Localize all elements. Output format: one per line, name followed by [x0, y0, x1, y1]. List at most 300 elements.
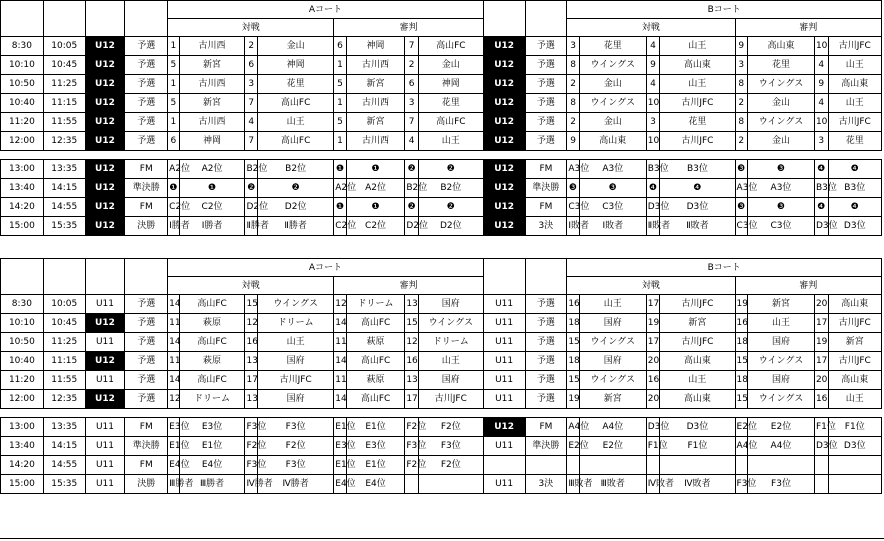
spacer-cell: [525, 409, 567, 418]
ref-a-num: 5: [334, 75, 347, 94]
ref-a-num: ❶: [334, 198, 347, 217]
spacer-cell: [814, 151, 828, 160]
team-a-num: 14: [168, 371, 179, 390]
category-badge: U11: [483, 352, 525, 371]
category-badge: U12: [85, 217, 125, 236]
ref-b-num: 17: [814, 352, 828, 371]
ref-a-name: ❸: [748, 160, 815, 179]
round-label: 予選: [525, 37, 567, 56]
team-b-num: D2位: [245, 198, 258, 217]
team-b-num: F2位: [245, 437, 258, 456]
ref-b-num: 4: [814, 94, 828, 113]
team-b-num: Ⅳ勝者: [245, 475, 258, 494]
team-b-num: D3位: [646, 418, 660, 437]
start-time: 13:00: [1, 160, 44, 179]
team-a-name: C2位: [179, 198, 245, 217]
end-time: 15:35: [43, 475, 85, 494]
team-a-num: 18: [567, 314, 580, 333]
ref-a-num: 5: [334, 113, 347, 132]
team-a-name: 高山東: [579, 132, 646, 151]
section-gap: [1, 236, 882, 259]
ref-a-name: ウイングス: [748, 352, 815, 371]
start-time: 15:00: [1, 217, 44, 236]
court-b-title: Bコート: [567, 1, 882, 19]
ref-b-num: 20: [814, 371, 828, 390]
team-a-name: 新宮: [579, 390, 646, 409]
team-b-name: 高山東: [660, 352, 735, 371]
ref-b-num: D2位: [405, 217, 419, 236]
ref-b-num: [814, 456, 828, 475]
team-b-num: ❷: [245, 179, 258, 198]
match-row: [1, 295, 882, 314]
ref-a-name: 萩原: [346, 333, 405, 352]
category-badge: U11: [483, 314, 525, 333]
ref-a-num: E4位: [334, 475, 347, 494]
category-badge: U12: [483, 179, 525, 198]
category-badge: U12: [85, 94, 125, 113]
team-a-num: 5: [168, 56, 179, 75]
ref-b-name: 山王: [418, 352, 483, 371]
team-a-name: 金山: [579, 75, 646, 94]
spacer-cell: [418, 151, 483, 160]
round-label: 決勝: [125, 475, 168, 494]
team-a-num: Ⅰ敗者: [567, 217, 580, 236]
match-label: 対戦: [567, 277, 735, 295]
start-time: 10:40: [1, 352, 44, 371]
ref-a-num: 16: [735, 314, 748, 333]
team-a-name: 新宮: [179, 56, 245, 75]
category-badge: U12: [483, 132, 525, 151]
team-b-name: D2位: [258, 198, 334, 217]
match-row: [1, 37, 882, 56]
start-time: 13:00: [1, 418, 44, 437]
team-b-num: 20: [646, 352, 660, 371]
category-badge: U12: [85, 179, 125, 198]
round-label: 予選: [125, 113, 168, 132]
round-label: FM: [525, 160, 567, 179]
round-label: 予選: [125, 295, 168, 314]
category-badge: U12: [85, 314, 125, 333]
start-time: 14:20: [1, 198, 44, 217]
category-badge: U11: [85, 475, 125, 494]
match-row: [1, 314, 882, 333]
match-row: [1, 333, 882, 352]
team-a-name: ❶: [179, 179, 245, 198]
team-a-name: ❸: [579, 179, 646, 198]
end-time: 13:35: [43, 418, 85, 437]
spacer-cell: [168, 151, 179, 160]
blank-cell: [1, 259, 44, 295]
team-a-num: [567, 456, 580, 475]
spacer-cell: [828, 409, 881, 418]
team-b-num: [646, 456, 660, 475]
round-label: [525, 456, 567, 475]
ref-b-num: 3: [405, 94, 419, 113]
ref-b-name: ドリーム: [418, 333, 483, 352]
ref-b-name: 古川JFC: [828, 37, 881, 56]
category-badge: U12: [483, 37, 525, 56]
spacer-cell: [748, 409, 815, 418]
team-a-num: Ⅰ勝者: [168, 217, 179, 236]
team-b-num: F3位: [245, 418, 258, 437]
team-b-name: 高山東: [660, 56, 735, 75]
spacer-cell: [1, 409, 44, 418]
team-b-num: Ⅱ敗者: [646, 217, 660, 236]
team-b-num: 15: [245, 295, 258, 314]
blank-cell: [525, 259, 567, 295]
spacer-cell: [125, 409, 168, 418]
ref-a-name: 新宮: [346, 75, 405, 94]
ref-b-name: 金山: [418, 56, 483, 75]
team-a-name: ウイングス: [579, 94, 646, 113]
team-a-num: ❸: [567, 179, 580, 198]
round-label: 予選: [125, 94, 168, 113]
category-badge: U12: [85, 132, 125, 151]
team-a-name: 古川西: [179, 37, 245, 56]
round-label: 予選: [125, 56, 168, 75]
court-a-title: Aコート: [168, 259, 484, 277]
round-label: 準決勝: [525, 179, 567, 198]
ref-b-name: D3位: [828, 217, 881, 236]
ref-b-num: 3: [814, 132, 828, 151]
ref-b-num: 2: [405, 56, 419, 75]
spacer-row: [1, 151, 882, 160]
ref-a-num: 8: [735, 113, 748, 132]
category-badge: U12: [483, 94, 525, 113]
team-a-num: 2: [567, 75, 580, 94]
category-badge: U12: [483, 113, 525, 132]
ref-b-num: 4: [814, 56, 828, 75]
team-b-name: 山王: [258, 333, 334, 352]
category-badge: U11: [483, 437, 525, 456]
start-time: 14:20: [1, 456, 44, 475]
ref-b-num: F3位: [405, 437, 419, 456]
round-label: 準決勝: [525, 437, 567, 456]
team-a-name: Ⅰ勝者: [179, 217, 245, 236]
team-a-name: ウイングス: [579, 333, 646, 352]
ref-a-num: A4位: [735, 437, 748, 456]
team-b-name: 金山: [258, 37, 334, 56]
ref-b-name: F3位: [418, 437, 483, 456]
team-a-name: E4位: [179, 456, 245, 475]
team-b-name: 古川JFC: [660, 295, 735, 314]
ref-a-name: ❸: [748, 198, 815, 217]
ref-a-name: 高山FC: [346, 352, 405, 371]
team-b-name: 高山FC: [258, 132, 334, 151]
team-b-num: 3: [646, 113, 660, 132]
spacer-cell: [483, 409, 525, 418]
ref-b-num: 6: [405, 75, 419, 94]
ref-a-num: 14: [334, 390, 347, 409]
team-a-num: A4位: [567, 418, 580, 437]
ref-a-name: 国府: [748, 333, 815, 352]
ref-a-name: ❶: [346, 198, 405, 217]
referee-label: 審判: [735, 277, 881, 295]
team-b-name: Ⅱ敗者: [660, 217, 735, 236]
category-badge: U12: [483, 160, 525, 179]
ref-a-num: 18: [735, 371, 748, 390]
ref-b-num: ❹: [814, 198, 828, 217]
ref-a-name: E1位: [346, 418, 405, 437]
team-a-name: Ⅰ敗者: [579, 217, 646, 236]
team-a-num: 15: [567, 333, 580, 352]
team-a-num: Ⅲ勝者: [168, 475, 179, 494]
ref-b-num: 10: [814, 37, 828, 56]
team-b-num: F3位: [245, 456, 258, 475]
team-a-num: 15: [567, 371, 580, 390]
team-a-num: 16: [567, 295, 580, 314]
team-b-name: D3位: [660, 198, 735, 217]
spacer-cell: [660, 409, 735, 418]
ref-a-num: C2位: [334, 217, 347, 236]
ref-b-num: 7: [405, 113, 419, 132]
team-a-name: E1位: [179, 437, 245, 456]
team-a-name: 高山FC: [179, 371, 245, 390]
end-time: 11:25: [43, 75, 85, 94]
ref-a-num: 19: [735, 295, 748, 314]
team-b-name: B3位: [660, 160, 735, 179]
ref-b-num: B3位: [814, 179, 828, 198]
referee-label: 審判: [334, 19, 483, 37]
team-a-name: 花里: [579, 37, 646, 56]
round-label: FM: [125, 456, 168, 475]
ref-a-name: 国府: [748, 371, 815, 390]
spacer-cell: [245, 151, 258, 160]
round-label: 準決勝: [125, 437, 168, 456]
team-b-num: B3位: [646, 160, 660, 179]
round-label: 予選: [125, 371, 168, 390]
ref-b-name: 高山東: [828, 295, 881, 314]
ref-a-num: 1: [334, 56, 347, 75]
team-b-name: 古川JFC: [660, 94, 735, 113]
ref-b-name: 古川JFC: [828, 352, 881, 371]
ref-b-num: [814, 475, 828, 494]
match-row: [1, 371, 882, 390]
ref-b-num: 17: [405, 390, 419, 409]
match-row: [1, 475, 882, 494]
ref-b-name: 高山東: [828, 75, 881, 94]
end-time: 11:55: [43, 371, 85, 390]
ref-b-num: 10: [814, 113, 828, 132]
ref-b-name: ❹: [828, 198, 881, 217]
team-b-name: ウイングス: [258, 295, 334, 314]
ref-b-num: 16: [405, 352, 419, 371]
match-row: [1, 132, 882, 151]
spacer-cell: [405, 151, 419, 160]
referee-label: 審判: [334, 277, 483, 295]
ref-b-num: D3位: [814, 437, 828, 456]
team-b-name: 高山東: [660, 390, 735, 409]
team-b-num: 7: [245, 94, 258, 113]
ref-a-name: ❶: [346, 160, 405, 179]
category-badge: U11: [483, 390, 525, 409]
team-a-name: Ⅲ敗者: [579, 475, 646, 494]
team-b-num: 6: [245, 56, 258, 75]
ref-b-name: [418, 475, 483, 494]
round-label: 予選: [525, 113, 567, 132]
team-a-name: E2位: [579, 437, 646, 456]
round-label: 予選: [525, 132, 567, 151]
round-label: FM: [525, 198, 567, 217]
team-b-num: 16: [245, 333, 258, 352]
spacer-cell: [748, 151, 815, 160]
team-b-name: 古川JFC: [660, 132, 735, 151]
team-b-name: Ⅳ敗者: [660, 475, 735, 494]
spacer-cell: [735, 151, 748, 160]
ref-b-name: ❷: [418, 160, 483, 179]
spacer-cell: [828, 151, 881, 160]
team-b-name: 花里: [258, 75, 334, 94]
team-b-name: 高山FC: [258, 94, 334, 113]
ref-a-name: E2位: [748, 418, 815, 437]
ref-b-name: 高山FC: [418, 113, 483, 132]
team-a-name: 金山: [579, 113, 646, 132]
ref-a-num: 14: [334, 352, 347, 371]
team-a-num: 9: [567, 132, 580, 151]
ref-a-name: 古川西: [346, 56, 405, 75]
team-a-name: A4位: [579, 418, 646, 437]
ref-a-name: ドリーム: [346, 295, 405, 314]
spacer-cell: [179, 409, 245, 418]
start-time: 11:20: [1, 113, 44, 132]
ref-a-name: A4位: [748, 437, 815, 456]
end-time: 11:15: [43, 352, 85, 371]
blank-cell: [85, 1, 125, 37]
match-label: 対戦: [567, 19, 735, 37]
team-a-num: 11: [168, 352, 179, 371]
match-row: [1, 179, 882, 198]
team-b-num: 13: [245, 390, 258, 409]
team-b-num: 17: [646, 333, 660, 352]
spacer-cell: [525, 151, 567, 160]
start-time: 13:40: [1, 179, 44, 198]
ref-b-name: 山王: [418, 132, 483, 151]
ref-a-num: 14: [334, 314, 347, 333]
ref-a-name: 萩原: [346, 371, 405, 390]
ref-a-name: 山王: [748, 314, 815, 333]
team-a-num: 14: [168, 333, 179, 352]
ref-b-name: 花里: [418, 94, 483, 113]
team-a-name: 古川西: [179, 75, 245, 94]
ref-b-name: 神岡: [418, 75, 483, 94]
team-a-num: 8: [567, 56, 580, 75]
round-label: 3決: [525, 475, 567, 494]
spacer-cell: [346, 151, 405, 160]
round-label: 予選: [525, 371, 567, 390]
spacer-cell: [646, 409, 660, 418]
spacer-cell: [168, 409, 179, 418]
team-a-num: 1: [168, 75, 179, 94]
team-b-name: Ⅳ勝者: [258, 475, 334, 494]
ref-a-num: C3位: [735, 217, 748, 236]
ref-b-name: ❷: [418, 198, 483, 217]
ref-b-name: D2位: [418, 217, 483, 236]
end-time: 11:55: [43, 113, 85, 132]
ref-b-name: F2位: [418, 418, 483, 437]
spacer-cell: [43, 409, 85, 418]
ref-a-num: 3: [735, 56, 748, 75]
ref-a-name: [748, 456, 815, 475]
ref-b-name: 山王: [828, 94, 881, 113]
start-time: 12:00: [1, 132, 44, 151]
team-a-name: ウイングス: [579, 371, 646, 390]
team-a-num: E2位: [567, 437, 580, 456]
ref-b-name: 山王: [828, 56, 881, 75]
match-row: [1, 418, 882, 437]
ref-a-name: 金山: [748, 94, 815, 113]
ref-a-num: 15: [735, 390, 748, 409]
team-a-name: 山王: [579, 295, 646, 314]
team-b-num: 4: [245, 113, 258, 132]
start-time: 8:30: [1, 295, 44, 314]
team-a-name: 新宮: [179, 94, 245, 113]
match-row: [1, 198, 882, 217]
category-badge: U11: [85, 456, 125, 475]
team-b-name: F3位: [258, 418, 334, 437]
category-badge: U12: [483, 217, 525, 236]
ref-a-num: E2位: [735, 418, 748, 437]
start-time: 15:00: [1, 475, 44, 494]
ref-b-num: 12: [405, 333, 419, 352]
team-a-num: C2位: [168, 198, 179, 217]
team-a-num: E1位: [168, 437, 179, 456]
team-b-num: ❹: [646, 179, 660, 198]
ref-b-name: B2位: [418, 179, 483, 198]
round-label: 予選: [525, 314, 567, 333]
ref-a-num: E1位: [334, 418, 347, 437]
ref-a-num: 2: [735, 94, 748, 113]
ref-a-name: C2位: [346, 217, 405, 236]
category-badge: U11: [483, 371, 525, 390]
ref-a-name: ウイングス: [748, 113, 815, 132]
ref-a-name: 高山東: [748, 37, 815, 56]
team-b-num: Ⅳ敗者: [646, 475, 660, 494]
team-a-num: 2: [567, 113, 580, 132]
team-a-name: 古川西: [179, 113, 245, 132]
team-a-name: 高山FC: [179, 295, 245, 314]
team-b-num: B2位: [245, 160, 258, 179]
category-badge: U11: [85, 437, 125, 456]
team-a-name: Ⅲ勝者: [179, 475, 245, 494]
ref-b-num: 9: [814, 75, 828, 94]
ref-a-num: 2: [735, 132, 748, 151]
team-b-name: [660, 456, 735, 475]
ref-a-name: ウイングス: [748, 75, 815, 94]
category-badge: [483, 456, 525, 475]
round-label: 予選: [125, 132, 168, 151]
end-time: 14:55: [43, 456, 85, 475]
team-a-num: 11: [168, 314, 179, 333]
ref-a-name: 金山: [748, 132, 815, 151]
team-b-num: 19: [646, 314, 660, 333]
spacer-cell: [814, 409, 828, 418]
blank-cell: [85, 259, 125, 295]
end-time: 15:35: [43, 217, 85, 236]
category-badge: U12: [85, 75, 125, 94]
match-row: [1, 390, 882, 409]
spacer-cell: [405, 409, 419, 418]
team-a-name: [579, 456, 646, 475]
ref-b-name: 高山FC: [418, 37, 483, 56]
match-row: [1, 160, 882, 179]
ref-a-name: 花里: [748, 56, 815, 75]
ref-a-name: E4位: [346, 475, 405, 494]
ref-b-name: [828, 475, 881, 494]
match-row: [1, 352, 882, 371]
ref-b-num: F2位: [405, 456, 419, 475]
team-b-name: 新宮: [660, 314, 735, 333]
team-b-num: 4: [646, 75, 660, 94]
